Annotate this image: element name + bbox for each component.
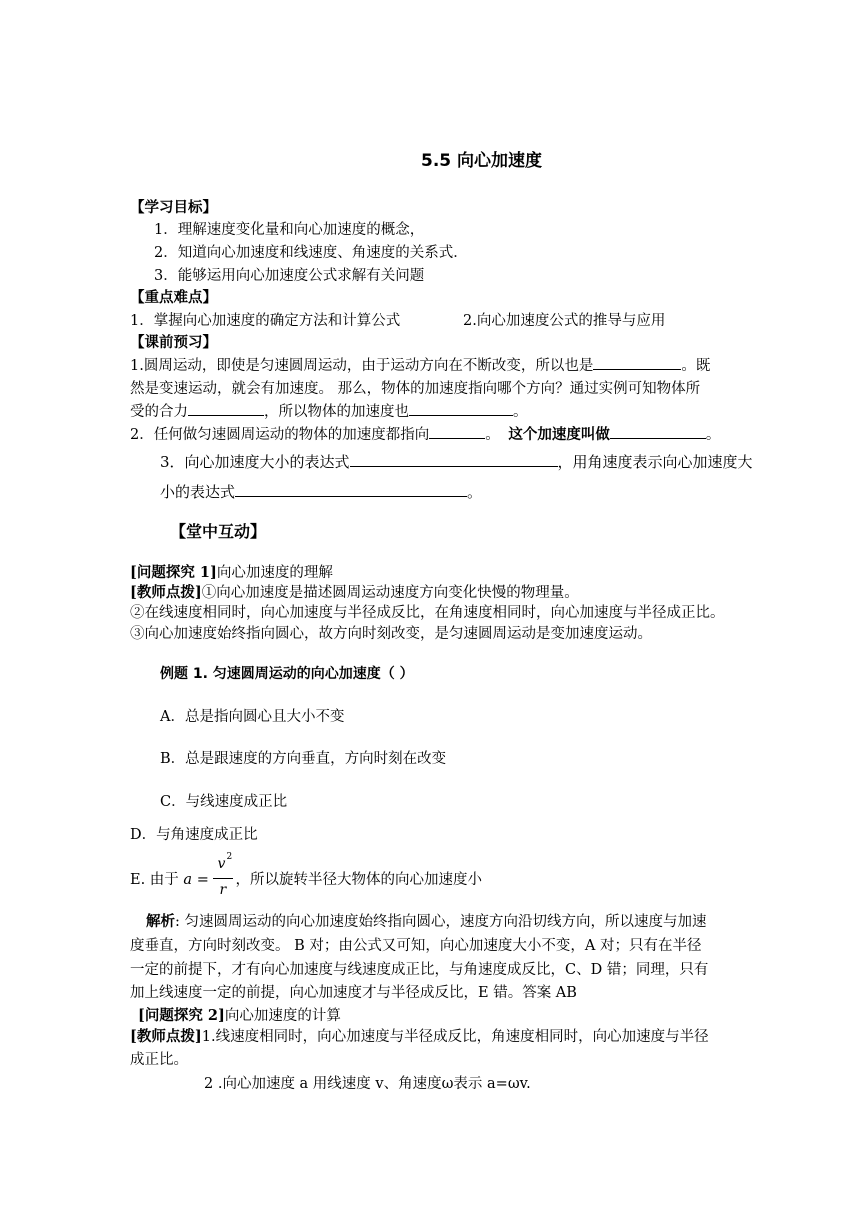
probe2-tip-line2: 成正比。 bbox=[130, 1052, 188, 1068]
preview-q3-line1 bbox=[160, 451, 753, 473]
preview-q1-line2: 然是变速运动，就会有加速度。 那么，物体的加速度指向哪个方向？通过实例可知物体所 bbox=[130, 381, 701, 397]
key-point-item: 2.向心加速度公式的推导与应用 bbox=[463, 313, 666, 329]
preview-q1-line3 bbox=[130, 401, 528, 423]
answer-blank bbox=[429, 424, 485, 439]
answer-blank bbox=[610, 424, 706, 439]
text: 。 bbox=[467, 483, 483, 501]
text: 3．向心加速度大小的表达式 bbox=[160, 453, 350, 471]
analysis-line4: 加上线速度一定的前提，向心加速度才与半径成反比，E 错。答案 AB bbox=[130, 985, 577, 1001]
formula-fraction bbox=[213, 852, 235, 904]
probe2-tip-line3: 2 .向心加速度 a 用线速度 v、角速度ω表示 a=ωv. bbox=[204, 1076, 531, 1092]
text: 1.线速度相同时，向心加速度与半径成反比，角速度相同时，向心加速度与半径 bbox=[201, 1029, 709, 1045]
text: ，所以旋转半径大物体的向心加速度小 bbox=[235, 872, 482, 888]
tip1-tag: [教师点拨] bbox=[130, 584, 202, 601]
text: 向心加速度的计算 bbox=[224, 1008, 341, 1024]
analysis-line1 bbox=[146, 911, 707, 933]
example1-stem: 例题 1. 匀速圆周运动的向心加速度（ ） bbox=[160, 666, 414, 682]
text: 向心加速度的理解 bbox=[216, 565, 333, 581]
preview-heading: 【课前预习】 bbox=[130, 335, 217, 351]
answer-blank bbox=[593, 355, 681, 370]
example1-option-c: C．与线速度成正比 bbox=[160, 794, 288, 810]
text: 2．任何做匀速圆周运动的物体的加速度都指向 bbox=[130, 427, 430, 443]
preview-q1-line1 bbox=[130, 355, 710, 377]
example1-option-b: B．总是跟速度的方向垂直，方向时刻在改变 bbox=[160, 751, 447, 767]
text: 。既 bbox=[681, 358, 711, 374]
objective-item: 2．知道向心加速度和线速度、角速度的关系式． bbox=[154, 245, 468, 261]
formula-exponent: 2 bbox=[226, 852, 233, 862]
example1-option-e bbox=[130, 852, 482, 904]
answer-blank bbox=[235, 482, 467, 497]
fraction-bar bbox=[213, 878, 233, 879]
objective-item: 3．能够运用向心加速度公式求解有关问题 bbox=[154, 268, 425, 284]
formula-a: a bbox=[183, 872, 193, 888]
tip1-line2: ②在线速度相同时，向心加速度与半径成反比，在角速度相同时，向心加速度与半径成正比。 bbox=[130, 605, 725, 621]
text: : 匀速圆周运动的向心加速度始终指向圆心，速度方向沿切线方向，所以速度与加速 bbox=[175, 914, 707, 930]
text: ①向心加速度是描述圆周运动速度方向变化快慢的物理量。 bbox=[201, 585, 579, 601]
page-title: 5.5 向心加速度 bbox=[421, 151, 543, 171]
tip1-line3: ③向心加速度始终指向圆心，故方向时刻改变，是匀速圆周运动是变加速度运动。 bbox=[130, 626, 652, 642]
analysis-line3: 一定的前提下，才有向心加速度与线速度成正比，与角速度成反比，C、D 错；同理，只有 bbox=[130, 962, 709, 978]
probe2-tip-tag: [教师点拨] bbox=[130, 1028, 202, 1045]
formula-eq: = bbox=[196, 872, 209, 888]
text: E. 由于 bbox=[130, 872, 179, 888]
text: 小的表达式 bbox=[160, 483, 236, 501]
probe1-line bbox=[130, 562, 333, 584]
answer-blank bbox=[409, 401, 513, 416]
probe2-line bbox=[138, 1005, 341, 1027]
text: 。 bbox=[513, 404, 528, 420]
probe2-tag: [问题探究 2] bbox=[138, 1007, 225, 1024]
objectives-heading: 【学习目标】 bbox=[130, 200, 217, 216]
probe2-tip-line1 bbox=[130, 1026, 709, 1048]
formula-denominator: r bbox=[219, 882, 227, 898]
text: 。 bbox=[485, 427, 500, 443]
probe1-tag: [问题探究 1] bbox=[130, 564, 217, 581]
tip1-line1 bbox=[130, 582, 579, 604]
answer-blank bbox=[188, 401, 264, 416]
objective-item: 1．理解速度变化量和向心加速度的概念， bbox=[154, 222, 425, 238]
text: ，所以物体的加速度也 bbox=[264, 404, 409, 420]
interaction-heading: 【堂中互动】 bbox=[170, 522, 267, 541]
example1-option-a: A．总是指向圆心且大小不变 bbox=[160, 709, 345, 725]
analysis-label: 解析 bbox=[146, 914, 175, 930]
formula-numerator: v bbox=[217, 856, 226, 872]
example1-option-d: D．与角速度成正比 bbox=[130, 827, 258, 843]
analysis-line2: 度垂直，方向时刻改变。 B 对；由公式又可知，向心加速度大小不变，A 对；只有在半径 bbox=[130, 938, 702, 954]
key-points-heading: 【重点难点】 bbox=[130, 290, 217, 306]
text: 这个加速度叫做 bbox=[508, 427, 610, 443]
text: 受的合力 bbox=[130, 404, 188, 420]
key-point-item: 1．掌握向心加速度的确定方法和计算公式 bbox=[130, 313, 401, 329]
text: 。 bbox=[705, 427, 721, 443]
preview-q3-line2 bbox=[160, 481, 482, 503]
text: 1.圆周运动，即使是匀速圆周运动，由于运动方向在不断改变，所以也是 bbox=[130, 358, 594, 374]
answer-blank bbox=[350, 452, 558, 467]
text: ，用角速度表示向心加速度大 bbox=[557, 453, 753, 471]
preview-q2 bbox=[130, 424, 720, 446]
